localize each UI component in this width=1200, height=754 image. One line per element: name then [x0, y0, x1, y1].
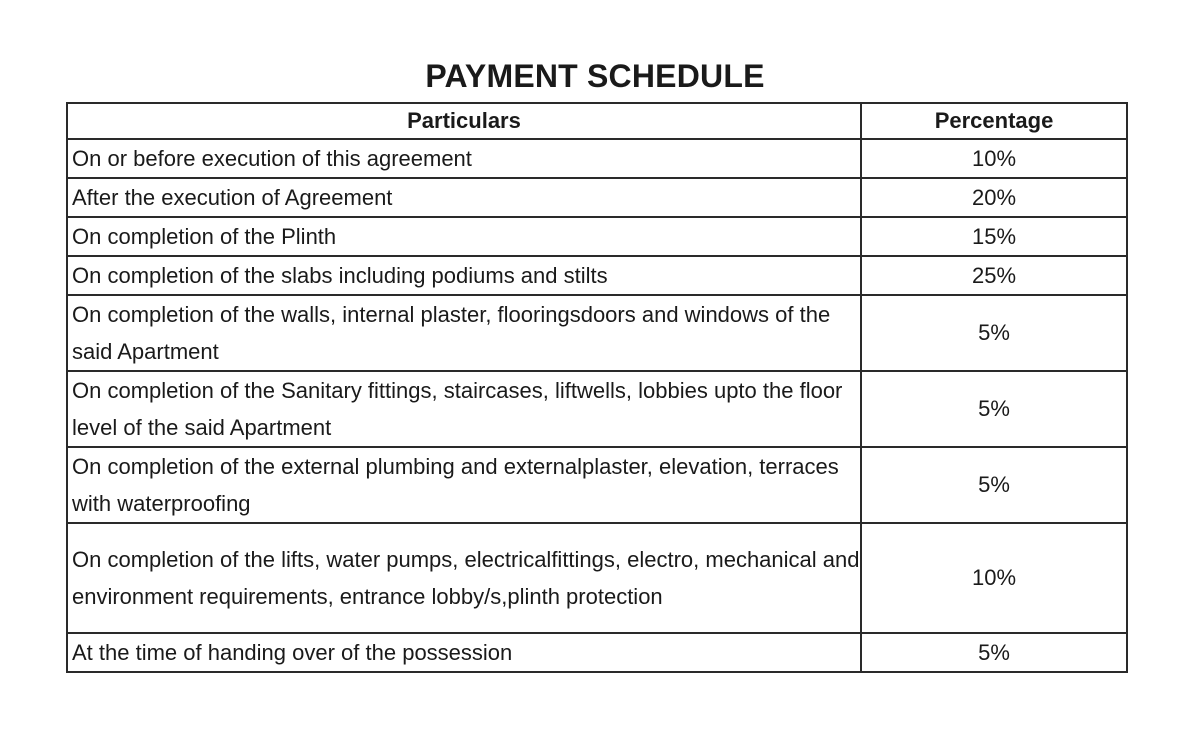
particulars-cell: On completion of the walls, internal plaster, flooringsdoors and windows of the said Apartment — [67, 295, 861, 371]
table-row — [67, 371, 1127, 447]
table-row — [67, 178, 1127, 217]
table-row — [67, 447, 1127, 523]
particulars-cell: On completion of the slabs including podiums and stilts — [67, 256, 861, 295]
page-title: PAYMENT SCHEDULE — [425, 58, 765, 94]
percentage-cell: 5% — [861, 371, 1127, 447]
table-row — [67, 217, 1127, 256]
table-row — [67, 523, 1127, 633]
particulars-cell: On or before execution of this agreement — [67, 139, 861, 178]
percentage-cell: 5% — [861, 633, 1127, 672]
table-row — [67, 295, 1127, 371]
header-particulars: Particulars — [67, 103, 861, 139]
percentage-cell: 25% — [861, 256, 1127, 295]
table-row — [67, 139, 1127, 178]
particulars-cell: At the time of handing over of the possession — [67, 633, 861, 672]
particulars-cell: On completion of the Plinth — [67, 217, 861, 256]
particulars-cell: On completion of the external plumbing and externalplaster, elevation, terraces with waterproofing — [67, 447, 861, 523]
payment-schedule-table — [66, 102, 1128, 673]
percentage-cell: 10% — [861, 523, 1127, 633]
percentage-cell: 5% — [861, 295, 1127, 371]
percentage-cell: 15% — [861, 217, 1127, 256]
percentage-cell: 5% — [861, 447, 1127, 523]
particulars-cell: On completion of the Sanitary fittings, staircases, liftwells, lobbies upto the floor level of the said Apartment — [67, 371, 861, 447]
header-percentage: Percentage — [861, 103, 1127, 139]
table-header-row — [67, 103, 1127, 139]
particulars-cell: On completion of the lifts, water pumps, electricalfittings, electro, mechanical and environment requirements, entrance lobby/s,plinth protection — [67, 523, 861, 633]
particulars-cell: After the execution of Agreement — [67, 178, 861, 217]
percentage-cell: 10% — [861, 139, 1127, 178]
percentage-cell: 20% — [861, 178, 1127, 217]
table-row — [67, 256, 1127, 295]
table-row — [67, 633, 1127, 672]
